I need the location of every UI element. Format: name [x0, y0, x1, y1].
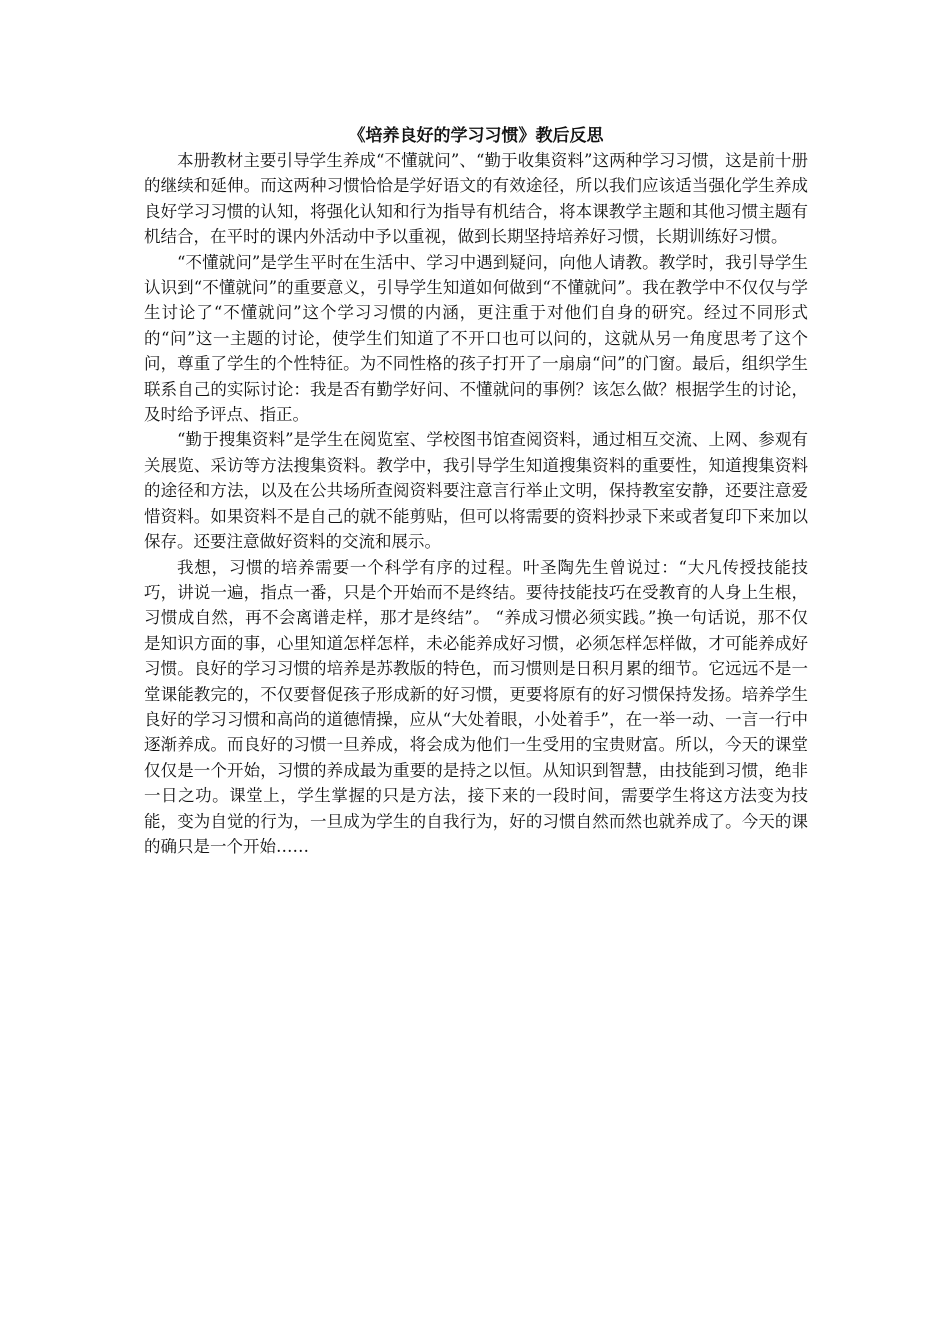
document-title: 《培养良好的学习习惯》教后反思 [348, 126, 604, 146]
paragraph-3: “勤于搜集资料”是学生在阅览室、学校图书馆查阅资料，通过相互交流、上网、参观有关展览、采访等方法搜集资料。教学中，我引导学生知道搜集资料的重要性，知道搜集资料的途径和方法，以及在公共场所查阅资料要注意言行举止文明，保持教室安静，还要注意爱惜资料。如果资料不是自己的就不能剪贴，但可以将需要的资料抄录下来或者复印下来加以保存。还要注意做好资料的交流和展示。 [144, 430, 808, 552]
paragraph-2: “不懂就问”是学生平时在生活中、学习中遇到疑问，向他人请教。教学时，我引导学生认识到“不懂就问”的重要意义，引导学生知道如何做到“不懂就问”。我在教学中不仅仅与学生讨论了“不懂就问”这个学习习惯的内涵，更注重于对他们自身的研究。经过不同形式的“问”这一主题的讨论，使学生们知道了不开口也可以问的，这就从另一角度思考了这个问，尊重了学生的个性特征。为不同性格的孩子打开了一扇扇“问”的门窗。最后，组织学生联系自己的实际讨论：我是否有勤学好问、不懂就问的事例？该怎么做？根据学生的讨论，及时给予评点、指正。 [144, 252, 808, 425]
document-page [144, 124, 808, 859]
paragraph-1: 本册教材主要引导学生养成“不懂就问”、“勤于收集资料”这两种学习习惯，这是前十册的继续和延伸。而这两种习惯恰恰是学好语文的有效途径，所以我们应该适当强化学生养成良好学习习惯的认知，将强化认知和行为指导有机结合，将本课教学主题和其他习惯主题有机结合，在平时的课内外活动中予以重视，做到长期坚持培养好习惯，长期训练好习惯。 [144, 151, 808, 247]
paragraph-4: 我想，习惯的培养需要一个科学有序的过程。叶圣陶先生曾说过：“大凡传授技能技巧，讲说一遍，指点一番，只是个开始而不是终结。要待技能技巧在受教育的人身上生根，习惯成自然，再不会离谱走样，那才是终结”。 “养成习惯必须实践。”换一句话说，那不仅是知识方面的事，心里知道怎样怎样，未必能养成好习惯，必须怎样怎样做，才可能养成好习惯。良好的学习习惯的培养是苏教版的特色，而习惯则是日积月累的细节。它远远不是一堂课能教完的，不仅要督促孩子形成新的好习惯，更要将原有的好习惯保持发扬。培养学生良好的学习习惯和高尚的道德情操，应从“大处着眼，小处着手”，在一举一动、一言一行中逐渐养成。而良好的习惯一旦养成，将会成为他们一生受用的宝贵财富。所以，今天的课堂仅仅是一个开始，习惯的养成最为重要的是持之以恒。从知识到智慧，由技能到习惯，绝非一日之功。课堂上，学生掌握的只是方法，接下来的一段时间，需要学生将这方法变为技能，变为自觉的行为，一旦成为学生的自我行为，好的习惯自然而然也就养成了。今天的课的确只是一个开始…… [144, 557, 808, 856]
